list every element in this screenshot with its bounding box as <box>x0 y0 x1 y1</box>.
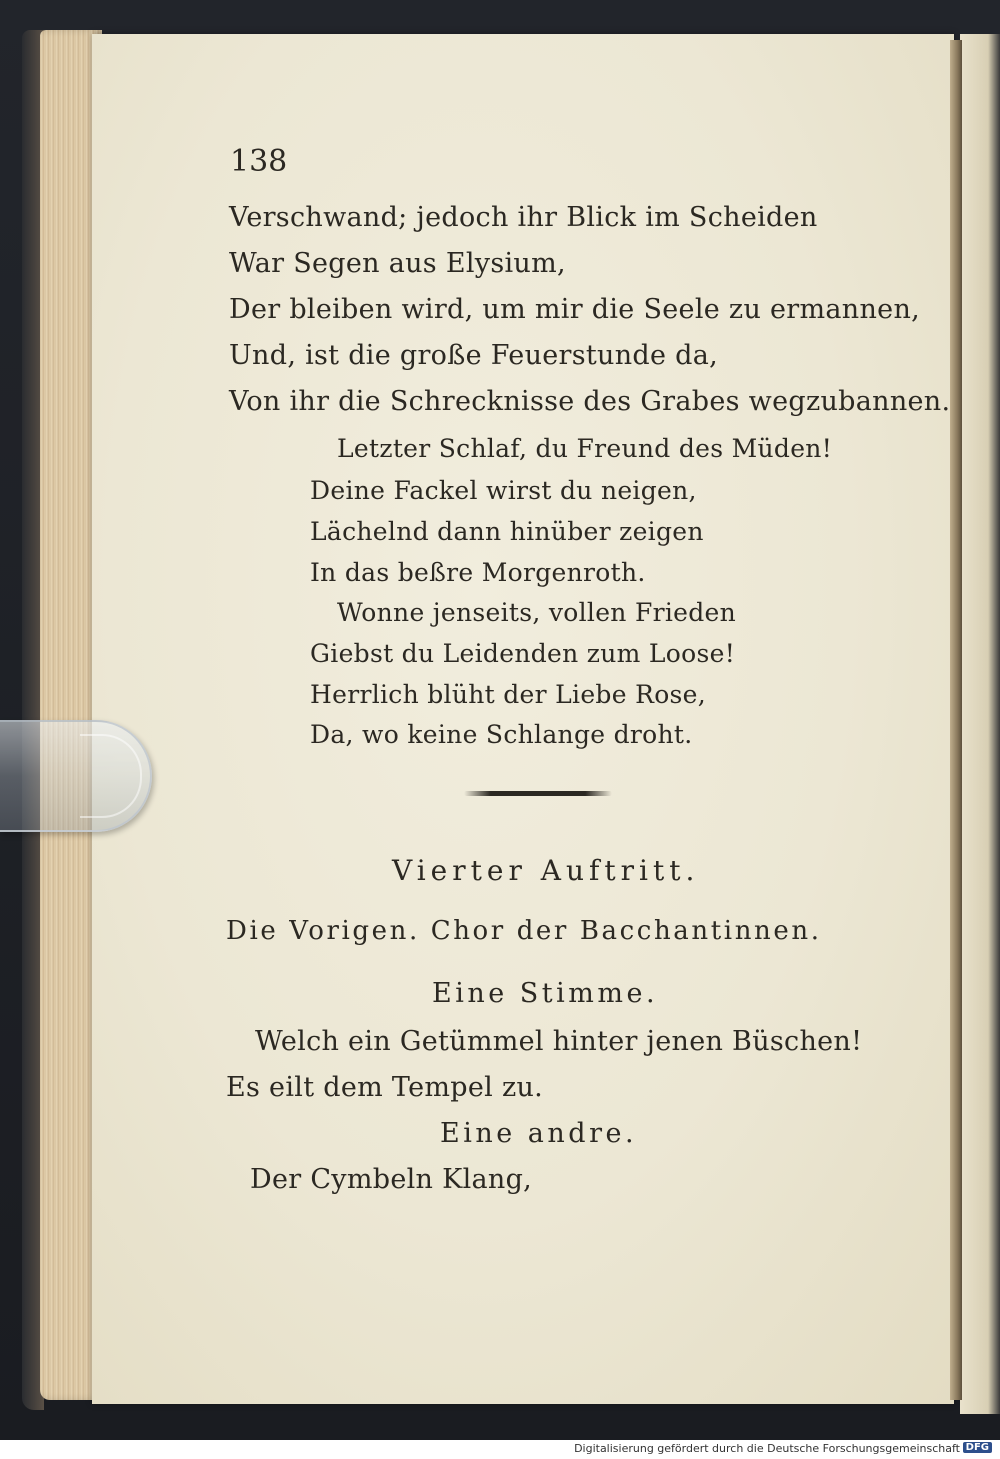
speaker-label: Eine andre. <box>440 1118 638 1149</box>
speaker-label: Eine Stimme. <box>432 978 659 1009</box>
text-line: Der Cymbeln Klang, <box>250 1164 533 1195</box>
verse-line: Deine Fackel wirst du neigen, <box>310 476 697 505</box>
text-line: Und, ist die große Feuerstunde da, <box>229 340 719 371</box>
text-line: Verschwand; jedoch ihr Blick im Scheiden <box>229 202 818 233</box>
section-divider <box>464 791 612 796</box>
verse-line: Wonne jenseits, vollen Frieden <box>337 598 737 627</box>
verse-line: Da, wo keine Schlange droht. <box>310 720 693 749</box>
footer-credit: Digitalisierung gefördert durch die Deutsche Forschungsgemeinschaft <box>574 1442 960 1455</box>
dfg-logo-icon: DFG <box>963 1442 992 1453</box>
page-clip <box>0 720 152 832</box>
text-line: War Segen aus Elysium, <box>229 248 566 279</box>
scene-heading: Vierter Auftritt. <box>392 854 700 887</box>
page-clip-highlight <box>80 734 142 818</box>
text-line: Von ihr die Schrecknisse des Grabes wegzubannen. <box>229 386 951 417</box>
verse-line: In das beßre Morgenroth. <box>310 558 646 587</box>
verse-line: Lächelnd dann hinüber zeigen <box>310 517 704 546</box>
footer-bar <box>0 1440 1000 1459</box>
verse-line: Herrlich blüht der Liebe Rose, <box>310 680 707 709</box>
cast-line: Die Vorigen. Chor der Bacchantinnen. <box>226 916 822 946</box>
facing-page-edge <box>960 34 1000 1414</box>
text-line: Welch ein Getümmel hinter jenen Büschen! <box>255 1026 863 1057</box>
page-number: 138 <box>230 144 288 179</box>
verse-line: Giebst du Leidenden zum Loose! <box>310 639 736 668</box>
book-page <box>92 34 954 1404</box>
verse-line: Letzter Schlaf, du Freund des Müden! <box>337 434 833 463</box>
text-line: Der bleiben wird, um mir die Seele zu ermannen, <box>229 294 921 325</box>
text-line: Es eilt dem Tempel zu. <box>226 1072 544 1103</box>
book-gutter <box>950 40 962 1400</box>
